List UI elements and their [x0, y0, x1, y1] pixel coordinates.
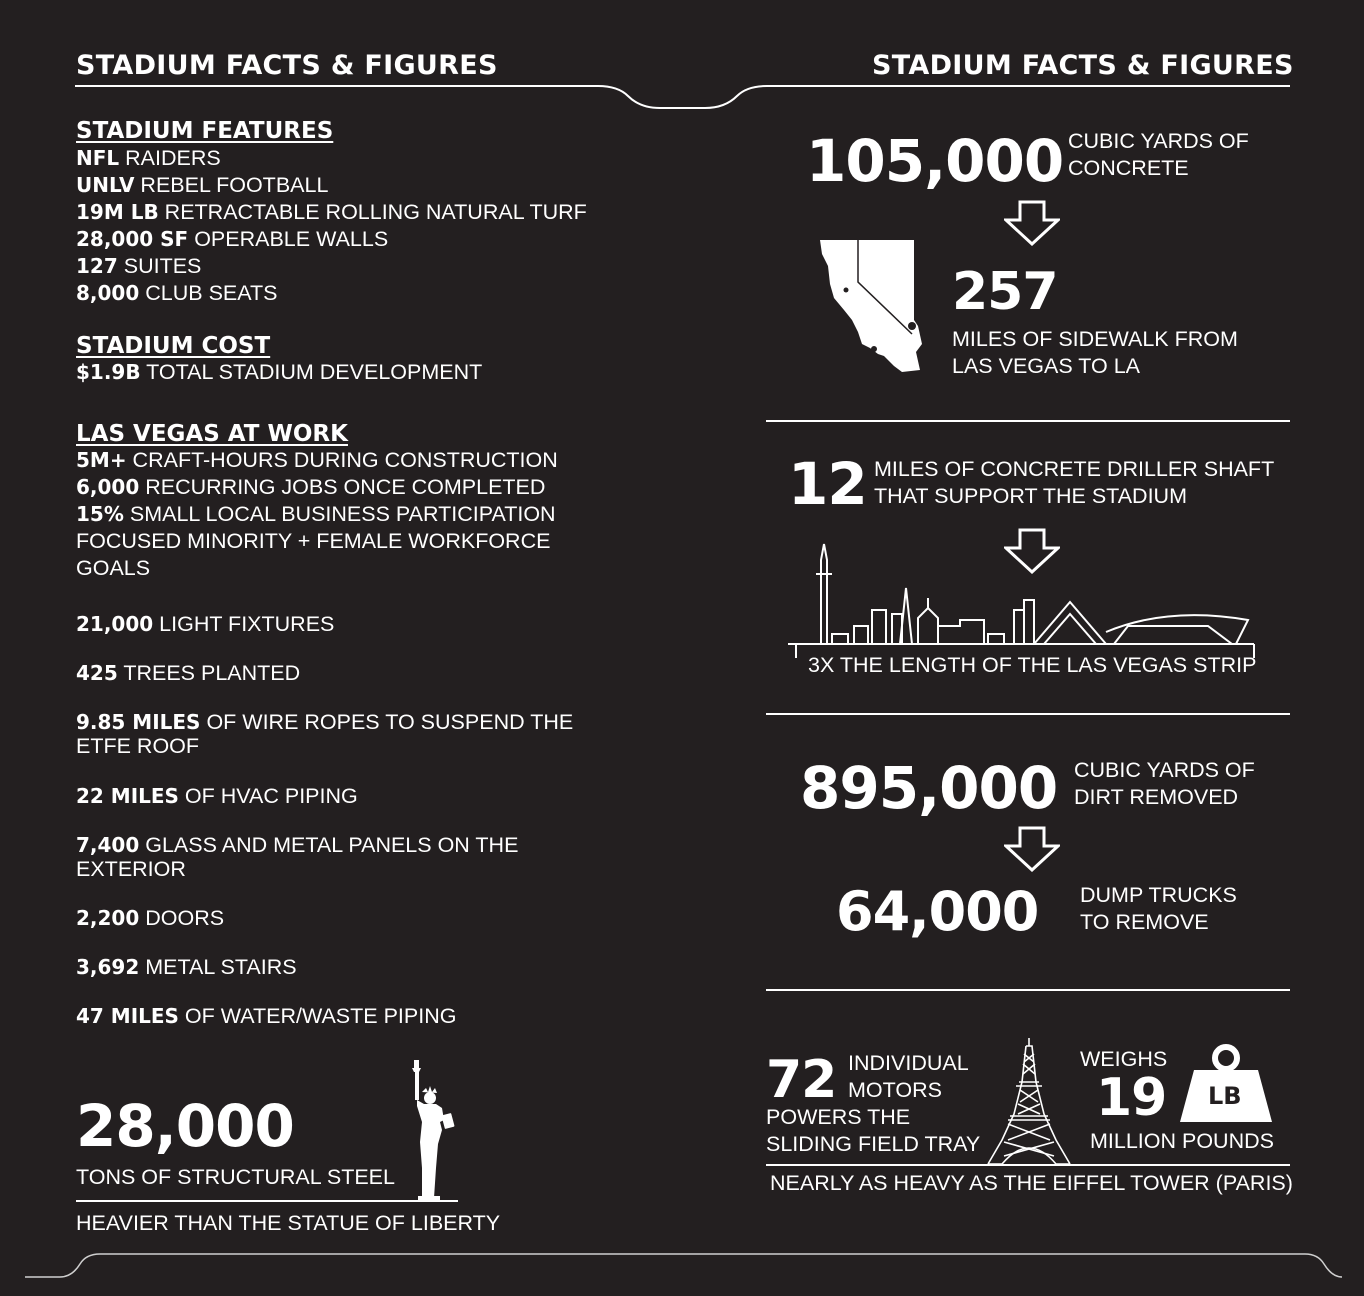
weight-badge: LB: [1208, 1082, 1242, 1110]
statue-of-liberty-icon: [400, 1058, 470, 1204]
feature-item: 127 SUITES: [76, 254, 202, 278]
weighs-label: WEIGHS: [1080, 1047, 1168, 1071]
cost-title: STADIUM COST: [76, 333, 271, 359]
las-vegas-at-work: [76, 421, 558, 582]
steel-caption: TONS OF STRUCTURAL STEEL: [76, 1165, 395, 1189]
work-item: 6,000 RECURRING JOBS ONCE COMPLETED: [76, 475, 546, 499]
fact-water-piping: 47 MILES OF WATER/WASTE PIPING: [76, 1004, 457, 1028]
statue-note: HEAVIER THAN THE STATUE OF LIBERTY: [76, 1211, 501, 1235]
cost-value: $1.9B TOTAL STADIUM DEVELOPMENT: [76, 360, 483, 384]
fact-trees: 425 TREES PLANTED: [76, 661, 301, 685]
down-arrow-icon: [1004, 826, 1060, 872]
weight-caption: MILLION POUNDS: [1090, 1129, 1274, 1153]
feature-item: UNLV REBEL FOOTBALL: [76, 173, 329, 197]
fact-doors: 2,200 DOORS: [76, 906, 225, 930]
motors-caption-top: INDIVIDUAL MOTORS: [848, 1051, 969, 1102]
work-item: 5M+ CRAFT-HOURS DURING CONSTRUCTION: [76, 448, 558, 472]
dirt-number: 895,000: [800, 754, 1058, 822]
shaft-caption: MILES OF CONCRETE DRILLER SHAFT THAT SUPPORT THE STADIUM: [874, 457, 1275, 508]
stadium-cost: [76, 333, 482, 386]
footer-divider: [0, 1240, 1364, 1296]
dirt-caption: CUBIC YARDS OF DIRT REMOVED: [1074, 758, 1255, 809]
work-item: 15% SMALL LOCAL BUSINESS PARTICIPATION: [76, 502, 556, 526]
california-nevada-map-icon: [818, 236, 928, 374]
shaft-number: 12: [788, 450, 867, 518]
strip-note: 3X THE LENGTH OF THE LAS VEGAS STRIP: [808, 653, 1257, 677]
eiffel-note: NEARLY AS HEAVY AS THE EIFFEL TOWER (PARIS): [770, 1171, 1293, 1195]
features-title: STADIUM FEATURES: [76, 118, 334, 144]
fact-hvac: 22 MILES OF HVAC PIPING: [76, 784, 358, 808]
work-item: GOALS: [76, 556, 151, 580]
sidewalk-caption: MILES OF SIDEWALK FROM LAS VEGAS TO LA: [952, 327, 1238, 378]
eiffel-rule: [766, 1164, 1290, 1166]
eiffel-tower-icon: [984, 1036, 1074, 1166]
motors-caption-bottom: POWERS THE SLIDING FIELD TRAY: [766, 1105, 981, 1156]
stadium-features: [76, 118, 587, 307]
trucks-caption: DUMP TRUCKS TO REMOVE: [1080, 883, 1237, 934]
section-divider: [766, 420, 1290, 422]
feature-item: 8,000 CLUB SEATS: [76, 281, 278, 305]
feature-item: 28,000 SF OPERABLE WALLS: [76, 227, 389, 251]
work-title: LAS VEGAS AT WORK: [76, 421, 348, 447]
fact-stairs: 3,692 METAL STAIRS: [76, 955, 297, 979]
section-divider: [766, 989, 1290, 991]
fact-wire-ropes: 9.85 MILES OF WIRE ROPES TO SUSPEND THE ETFE ROOF: [76, 710, 574, 758]
feature-item: NFL RAIDERS: [76, 146, 221, 170]
down-arrow-icon: [1004, 200, 1060, 246]
concrete-number: 105,000: [806, 127, 1064, 195]
left-header: STADIUM FACTS & FIGURES: [76, 50, 498, 81]
steel-number: 28,000: [76, 1092, 294, 1160]
las-vegas-skyline-icon: [788, 540, 1264, 660]
fact-panels: 7,400 GLASS AND METAL PANELS ON THE EXTERIOR: [76, 833, 519, 881]
sidewalk-number: 257: [952, 262, 1058, 322]
motors-number: 72: [766, 1050, 837, 1110]
work-item: FOCUSED MINORITY + FEMALE WORKFORCE: [76, 529, 551, 553]
trucks-number: 64,000: [836, 880, 1039, 943]
weight-number: 19: [1096, 1068, 1167, 1128]
feature-item: 19M LB RETRACTABLE ROLLING NATURAL TURF: [76, 200, 587, 224]
right-header: STADIUM FACTS & FIGURES: [872, 50, 1294, 81]
section-divider: [766, 713, 1290, 715]
concrete-caption: CUBIC YARDS OF CONCRETE: [1068, 129, 1249, 180]
fact-light-fixtures: 21,000 LIGHT FIXTURES: [76, 612, 335, 636]
